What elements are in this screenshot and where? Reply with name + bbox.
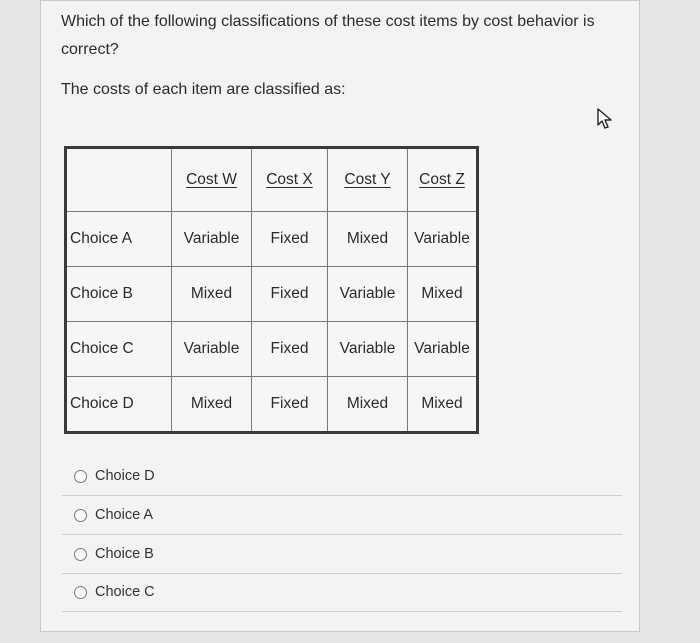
table-cell: Fixed <box>252 267 328 322</box>
answer-option-choice-c[interactable] <box>62 573 622 612</box>
header-cost-x: Cost X <box>266 171 313 188</box>
row-label: Choice C <box>66 322 172 377</box>
option-label: Choice C <box>95 584 155 600</box>
radio-button[interactable] <box>74 470 87 483</box>
table-cell: Mixed <box>172 267 252 322</box>
radio-button[interactable] <box>74 548 87 561</box>
table-header-cell <box>66 148 172 212</box>
table-cell: Mixed <box>172 377 252 433</box>
option-label: Choice D <box>95 468 155 484</box>
table-cell: Fixed <box>252 212 328 267</box>
row-label: Choice B <box>66 267 172 322</box>
header-cost-y: Cost Y <box>344 171 391 188</box>
option-label: Choice A <box>95 507 154 523</box>
table-cell: Mixed <box>328 377 408 433</box>
question-text: Which of the following classifications of these cost items by cost behavior is correct? <box>61 13 595 58</box>
radio-button[interactable] <box>74 586 87 599</box>
table-header-cell <box>172 148 252 212</box>
table-row <box>66 212 478 267</box>
answer-option-choice-a[interactable] <box>62 496 622 535</box>
table-cell: Variable <box>408 212 478 267</box>
question-subtext: The costs of each item are classified as: <box>61 81 346 98</box>
table-cell: Variable <box>172 212 252 267</box>
table-cell: Variable <box>328 322 408 377</box>
row-label: Choice D <box>66 377 172 433</box>
table-header-cell <box>252 148 328 212</box>
table-cell: Variable <box>172 322 252 377</box>
table-cell: Fixed <box>252 322 328 377</box>
table-header-cell <box>328 148 408 212</box>
answer-option-choice-d[interactable] <box>62 457 622 496</box>
mouse-pointer-icon <box>596 108 614 130</box>
table-row <box>66 377 478 433</box>
table-cell: Mixed <box>328 212 408 267</box>
header-cost-z: Cost Z <box>419 171 465 188</box>
radio-button[interactable] <box>74 509 87 522</box>
option-label: Choice B <box>95 546 154 562</box>
table-cell: Variable <box>328 267 408 322</box>
header-cost-w: Cost W <box>186 171 237 188</box>
row-label: Choice A <box>66 212 172 267</box>
table-cell: Fixed <box>252 377 328 433</box>
cost-classification-table <box>64 146 479 434</box>
table-header-row <box>66 148 478 212</box>
table-row <box>66 267 478 322</box>
answer-option-choice-b[interactable] <box>62 535 622 574</box>
table-cell: Variable <box>408 322 478 377</box>
table-header-cell <box>408 148 478 212</box>
table-cell: Mixed <box>408 267 478 322</box>
table-row <box>66 322 478 377</box>
table-cell: Mixed <box>408 377 478 433</box>
